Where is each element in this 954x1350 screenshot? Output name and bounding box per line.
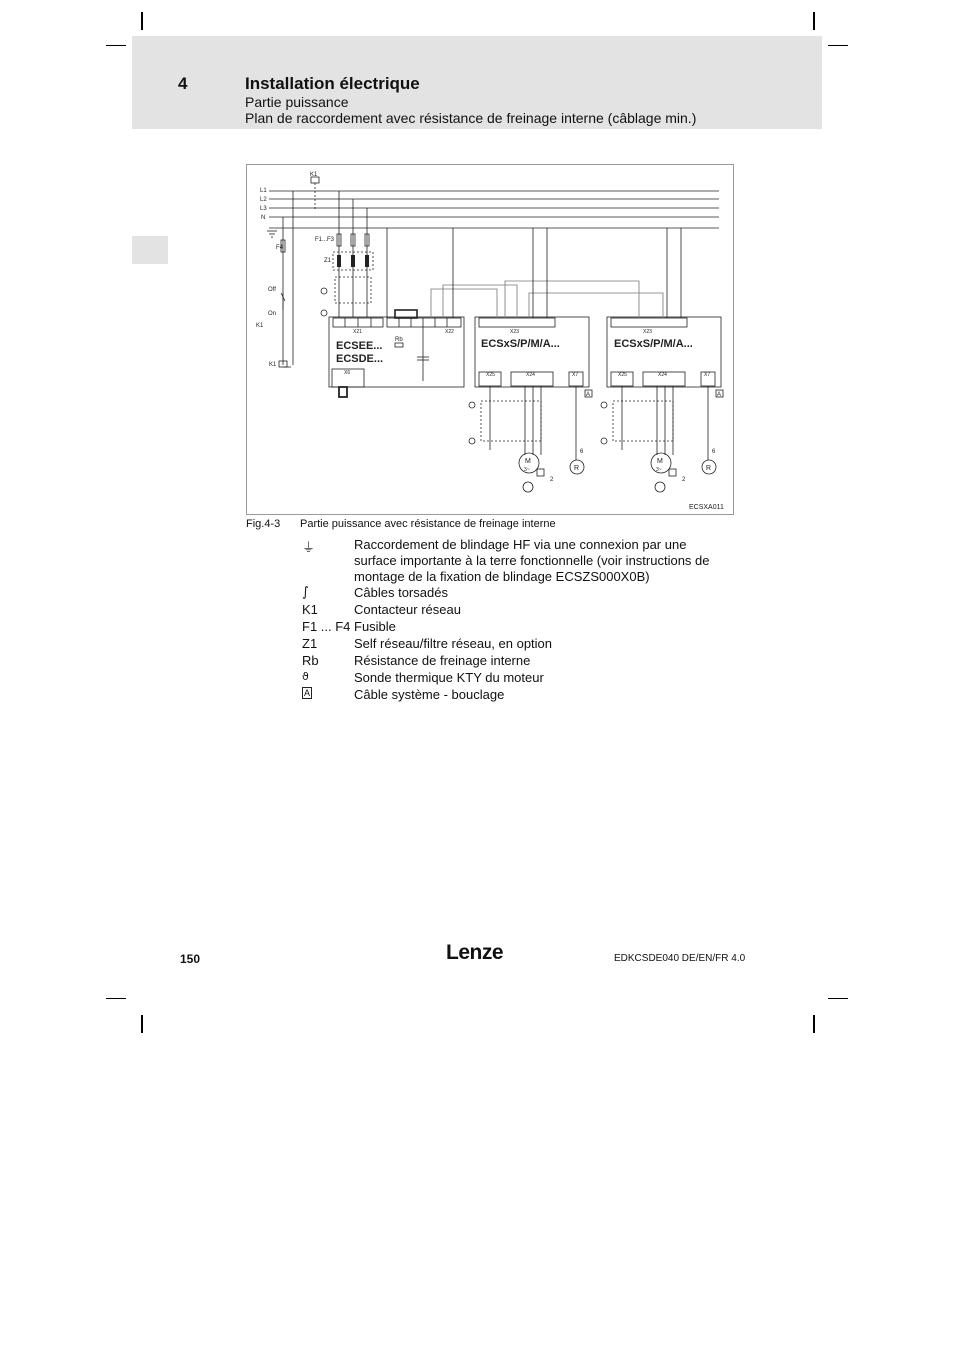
legend-text: Sonde thermique KTY du moteur <box>354 670 544 685</box>
legend-text: Câbles torsadés <box>354 585 448 600</box>
x25-label-2: X25 <box>618 372 627 378</box>
z1-label: Z1 <box>324 258 332 264</box>
system-cable-icon: A <box>304 688 311 698</box>
mains-lines <box>269 191 719 228</box>
cable-a-1-label: A <box>586 392 591 398</box>
motor-wiring-1 <box>469 386 576 460</box>
motor-wiring-2 <box>601 386 708 460</box>
kty-1-icon <box>537 469 544 476</box>
motor-2-sub-label: 3~ <box>656 467 662 473</box>
k1-top-label: K1 <box>310 172 318 178</box>
k1-coil-label: K1 <box>269 362 277 368</box>
x6-connector <box>339 387 347 397</box>
crop-mark <box>106 998 126 999</box>
thermal-sensor-icon: ϑ <box>302 670 309 683</box>
x21-label: X21 <box>353 329 362 335</box>
crop-mark <box>828 998 848 999</box>
resolver-1-label: R <box>574 465 580 472</box>
off-label: Off <box>268 287 276 293</box>
motor-1-sub-label: 3~ <box>524 467 530 473</box>
kty-2-icon <box>669 469 676 476</box>
resolver-2-label: R <box>706 465 712 472</box>
x7-label-2: X7 <box>704 372 711 378</box>
x25-label-1: X25 <box>486 372 495 378</box>
supply-module <box>329 317 464 387</box>
pe-ground-icon <box>267 231 277 237</box>
l1-label: L1 <box>260 188 267 194</box>
crop-mark <box>828 45 848 46</box>
num-6a: 6 <box>580 449 584 455</box>
motor-2-label: M <box>657 458 663 465</box>
crop-mark <box>141 12 143 30</box>
k1-contact-label: K1 <box>256 323 264 329</box>
wiring-diagram <box>246 164 734 515</box>
legend-text: Fusible <box>354 619 396 634</box>
lenze-logo: Lenze <box>446 941 504 964</box>
shield-connection-icon <box>321 277 371 316</box>
num-6b: 6 <box>712 449 716 455</box>
section-subtitle: Partie puissance <box>245 94 349 110</box>
l2-label: L2 <box>260 197 267 203</box>
fuses-f1-f3 <box>337 191 369 317</box>
supply-module-label-2: ECSDE... <box>336 353 384 365</box>
brake-resistor-symbol <box>395 343 403 347</box>
x23-label-2: X23 <box>643 329 652 335</box>
legend-text: Résistance de freinage interne <box>354 653 531 668</box>
twisted-cable-icon: ∫ <box>302 585 309 600</box>
legend-text: Câble système - bouclage <box>354 687 505 702</box>
figure-number: Fig.4-3 <box>246 518 281 530</box>
chapter-tab-marker <box>132 236 168 264</box>
f4-label: F4 <box>276 245 284 251</box>
f1-f3-label: F1...F3 <box>315 237 335 243</box>
legend-symbol: Rb <box>302 653 319 668</box>
legend-symbol: K1 <box>302 602 318 617</box>
crop-mark <box>141 1015 143 1033</box>
motor-1-ground-icon <box>523 482 533 492</box>
chapter-title: Installation électrique <box>245 74 420 93</box>
n-label: N <box>261 215 266 221</box>
x22-terminal-block <box>387 318 461 327</box>
axis-module-1-label: ECSxS/P/M/A... <box>481 338 560 350</box>
rb-label: Rb <box>395 337 403 343</box>
x6-label: X6 <box>344 370 351 376</box>
num-2a: 2 <box>550 477 554 483</box>
x22-label: X22 <box>445 329 454 335</box>
section-heading: Plan de raccordement avec résistance de freinage interne (câblage min.) <box>245 110 697 126</box>
x23-terminal-block-1 <box>479 318 555 327</box>
x21-terminal-block <box>333 318 383 327</box>
axis-module-2-label: ECSxS/P/M/A... <box>614 338 693 350</box>
figure-code: ECSXA011 <box>689 504 724 511</box>
crop-mark <box>106 45 126 46</box>
crop-mark <box>813 1015 815 1033</box>
legend-text: Contacteur réseau <box>354 602 461 617</box>
num-2b: 2 <box>682 477 686 483</box>
on-label: On <box>268 311 277 317</box>
shield-icon: ⏚ <box>302 541 316 556</box>
x23-terminal-block-2 <box>611 318 687 327</box>
motor-1-label: M <box>525 458 531 465</box>
legend-text: Self réseau/filtre réseau, en option <box>354 636 553 651</box>
legend-symbol: F1 ... F4 <box>302 619 351 634</box>
x23-label-1: X23 <box>510 329 519 335</box>
x24-label-1: X24 <box>526 372 535 378</box>
z1-cores <box>337 255 369 267</box>
document-code: EDKCSDE040 DE/EN/FR 4.0 <box>614 953 746 964</box>
legend-symbol: Z1 <box>302 636 318 651</box>
page-number: 150 <box>180 952 201 966</box>
l3-label: L3 <box>260 206 267 212</box>
crop-mark <box>813 12 815 30</box>
cable-a-2-label: A <box>717 392 722 398</box>
motor-2-ground-icon <box>655 482 665 492</box>
supply-module-label-1: ECSEE... <box>336 340 383 352</box>
chapter-number: 4 <box>178 74 188 93</box>
x7-label-1: X7 <box>572 372 579 378</box>
x24-label-2: X24 <box>658 372 667 378</box>
figure-caption: Partie puissance avec résistance de freinage interne <box>300 518 556 530</box>
legend-text: Raccordement de blindage HF via une connexion par une surface importante à la terre fonctionnelle (voir instructions de montage de la fixation de blindage ECSZS000X0B) <box>354 537 710 584</box>
